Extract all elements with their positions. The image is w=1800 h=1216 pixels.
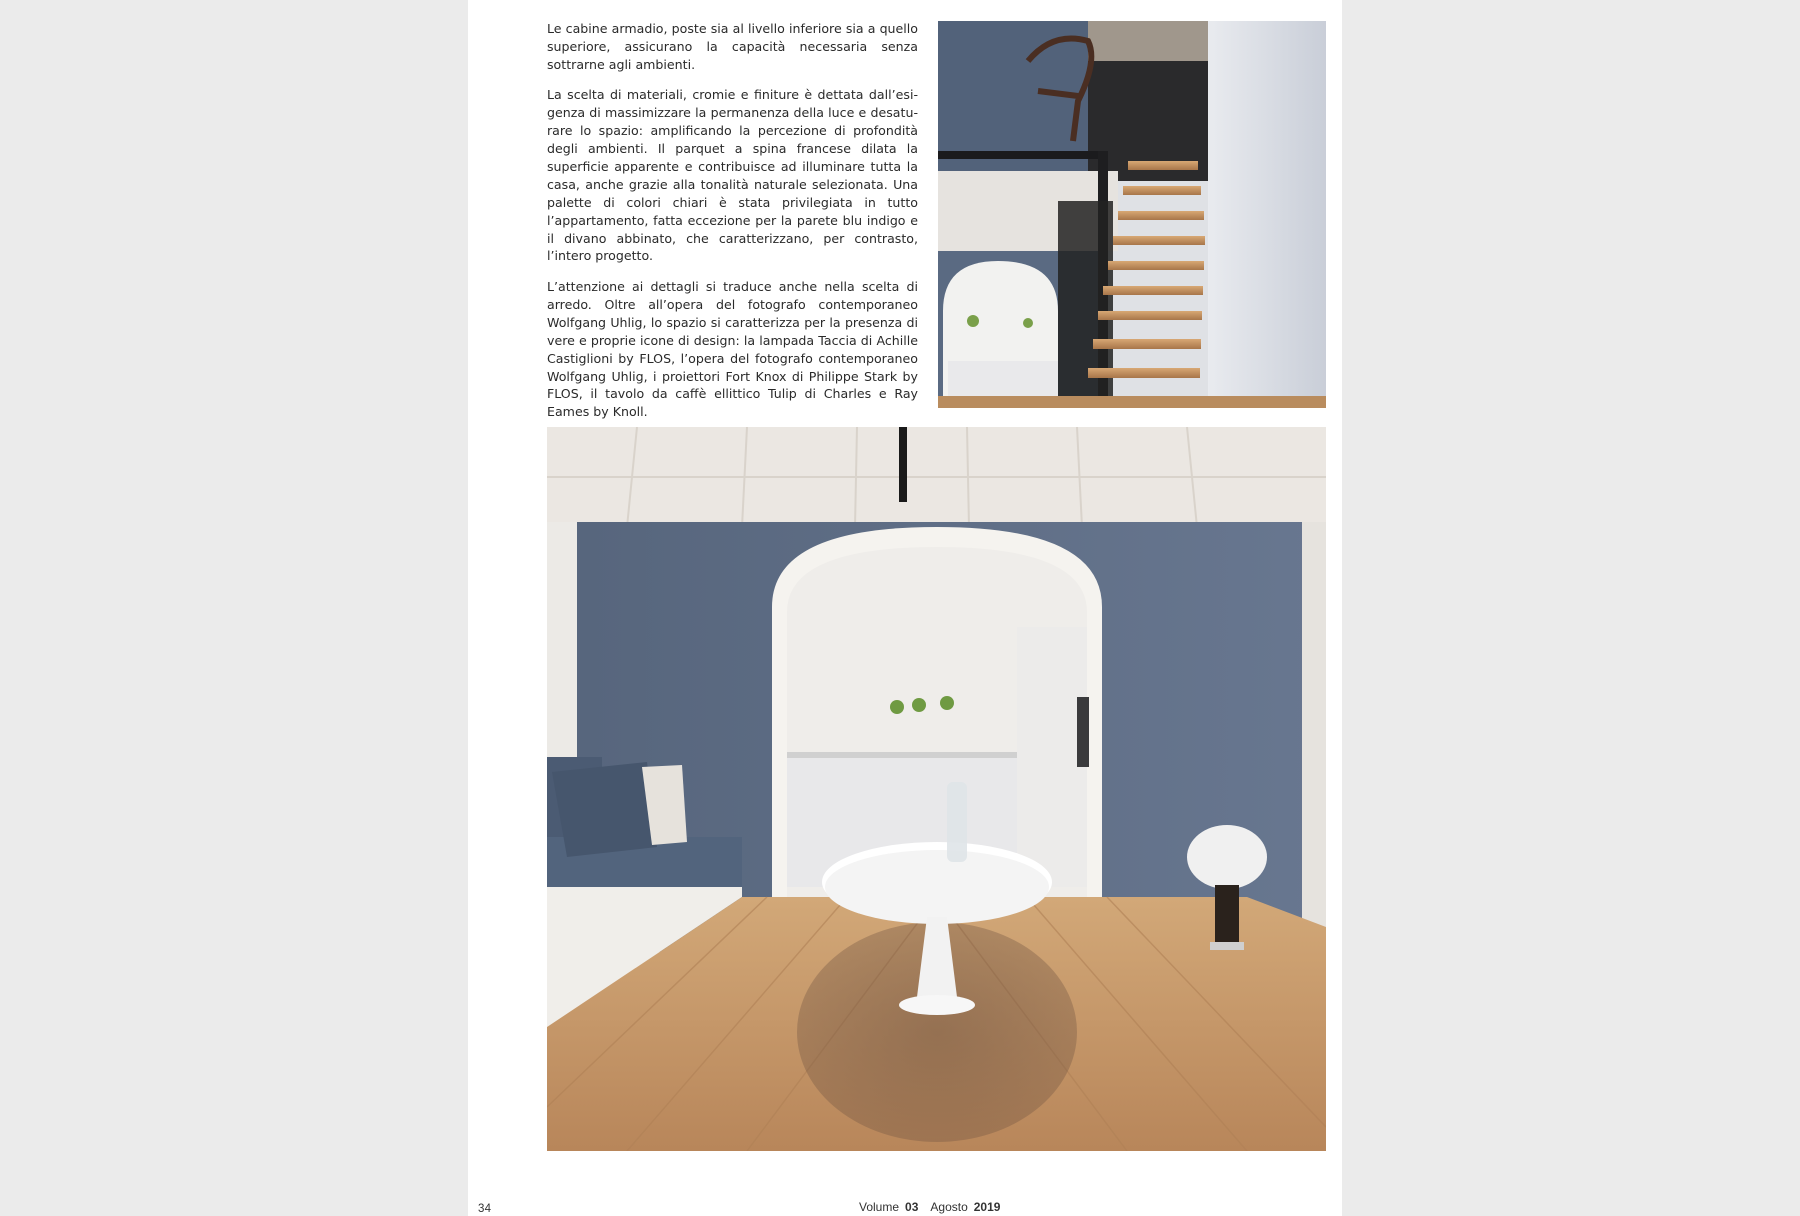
volume-label: Volume bbox=[859, 1200, 900, 1214]
staircase-photo bbox=[938, 21, 1326, 408]
issue-year: 2019 bbox=[973, 1200, 1001, 1214]
volume-number: 03 bbox=[905, 1200, 919, 1214]
living-room-photo bbox=[547, 427, 1326, 1151]
paragraph-design-icons: L’attenzione ai dettagli si traduce anche nella scelta di arredo. Oltre all’opera del fotografo contemporaneo Wolfgang Uhlig, lo spazio si caratterizza per la presenza di vere e proprie icone di design: la lampada Taccia di Achille Castiglioni by FLOS, l’opera del fotografo contemporaneo Wolfgang Uhlig, i proiettori Fort Knox di Philippe Stark by FLOS, il tavolo da caffè ellittico Tulip di Charles e Ray Eames by Knoll. bbox=[547, 278, 918, 420]
paragraph-materials: La scelta di materiali, cromie e finiture è dettata dall’esigenza di massimizzare la permanenza della luce e desaturare lo spazio: amplificando la percezione di profondità degli ambienti. Il parquet a spina francese dilata la superficie apparente e contribuisce ad illuminare tutta la casa, anche grazie alla tonalità naturale selezionata. Una palette di colori chiari è stata privilegiata in tutto l’appartamento, fatta eccezione per la parete blu indigo e il divano abbinato, che caratterizzano, per contrasto, l’intero progetto. bbox=[547, 87, 918, 264]
article-text bbox=[547, 20, 918, 434]
issue-info bbox=[859, 1200, 1000, 1214]
page-number: 34 bbox=[478, 1203, 492, 1215]
magazine-page bbox=[468, 0, 1342, 1216]
issue-month: Agosto bbox=[930, 1200, 968, 1214]
paragraph-wardrobes: Le cabine armadio, poste sia al livello inferiore sia a quello superiore, assicurano la capacità necessaria senza sottrarne agli ambienti. bbox=[547, 21, 918, 72]
